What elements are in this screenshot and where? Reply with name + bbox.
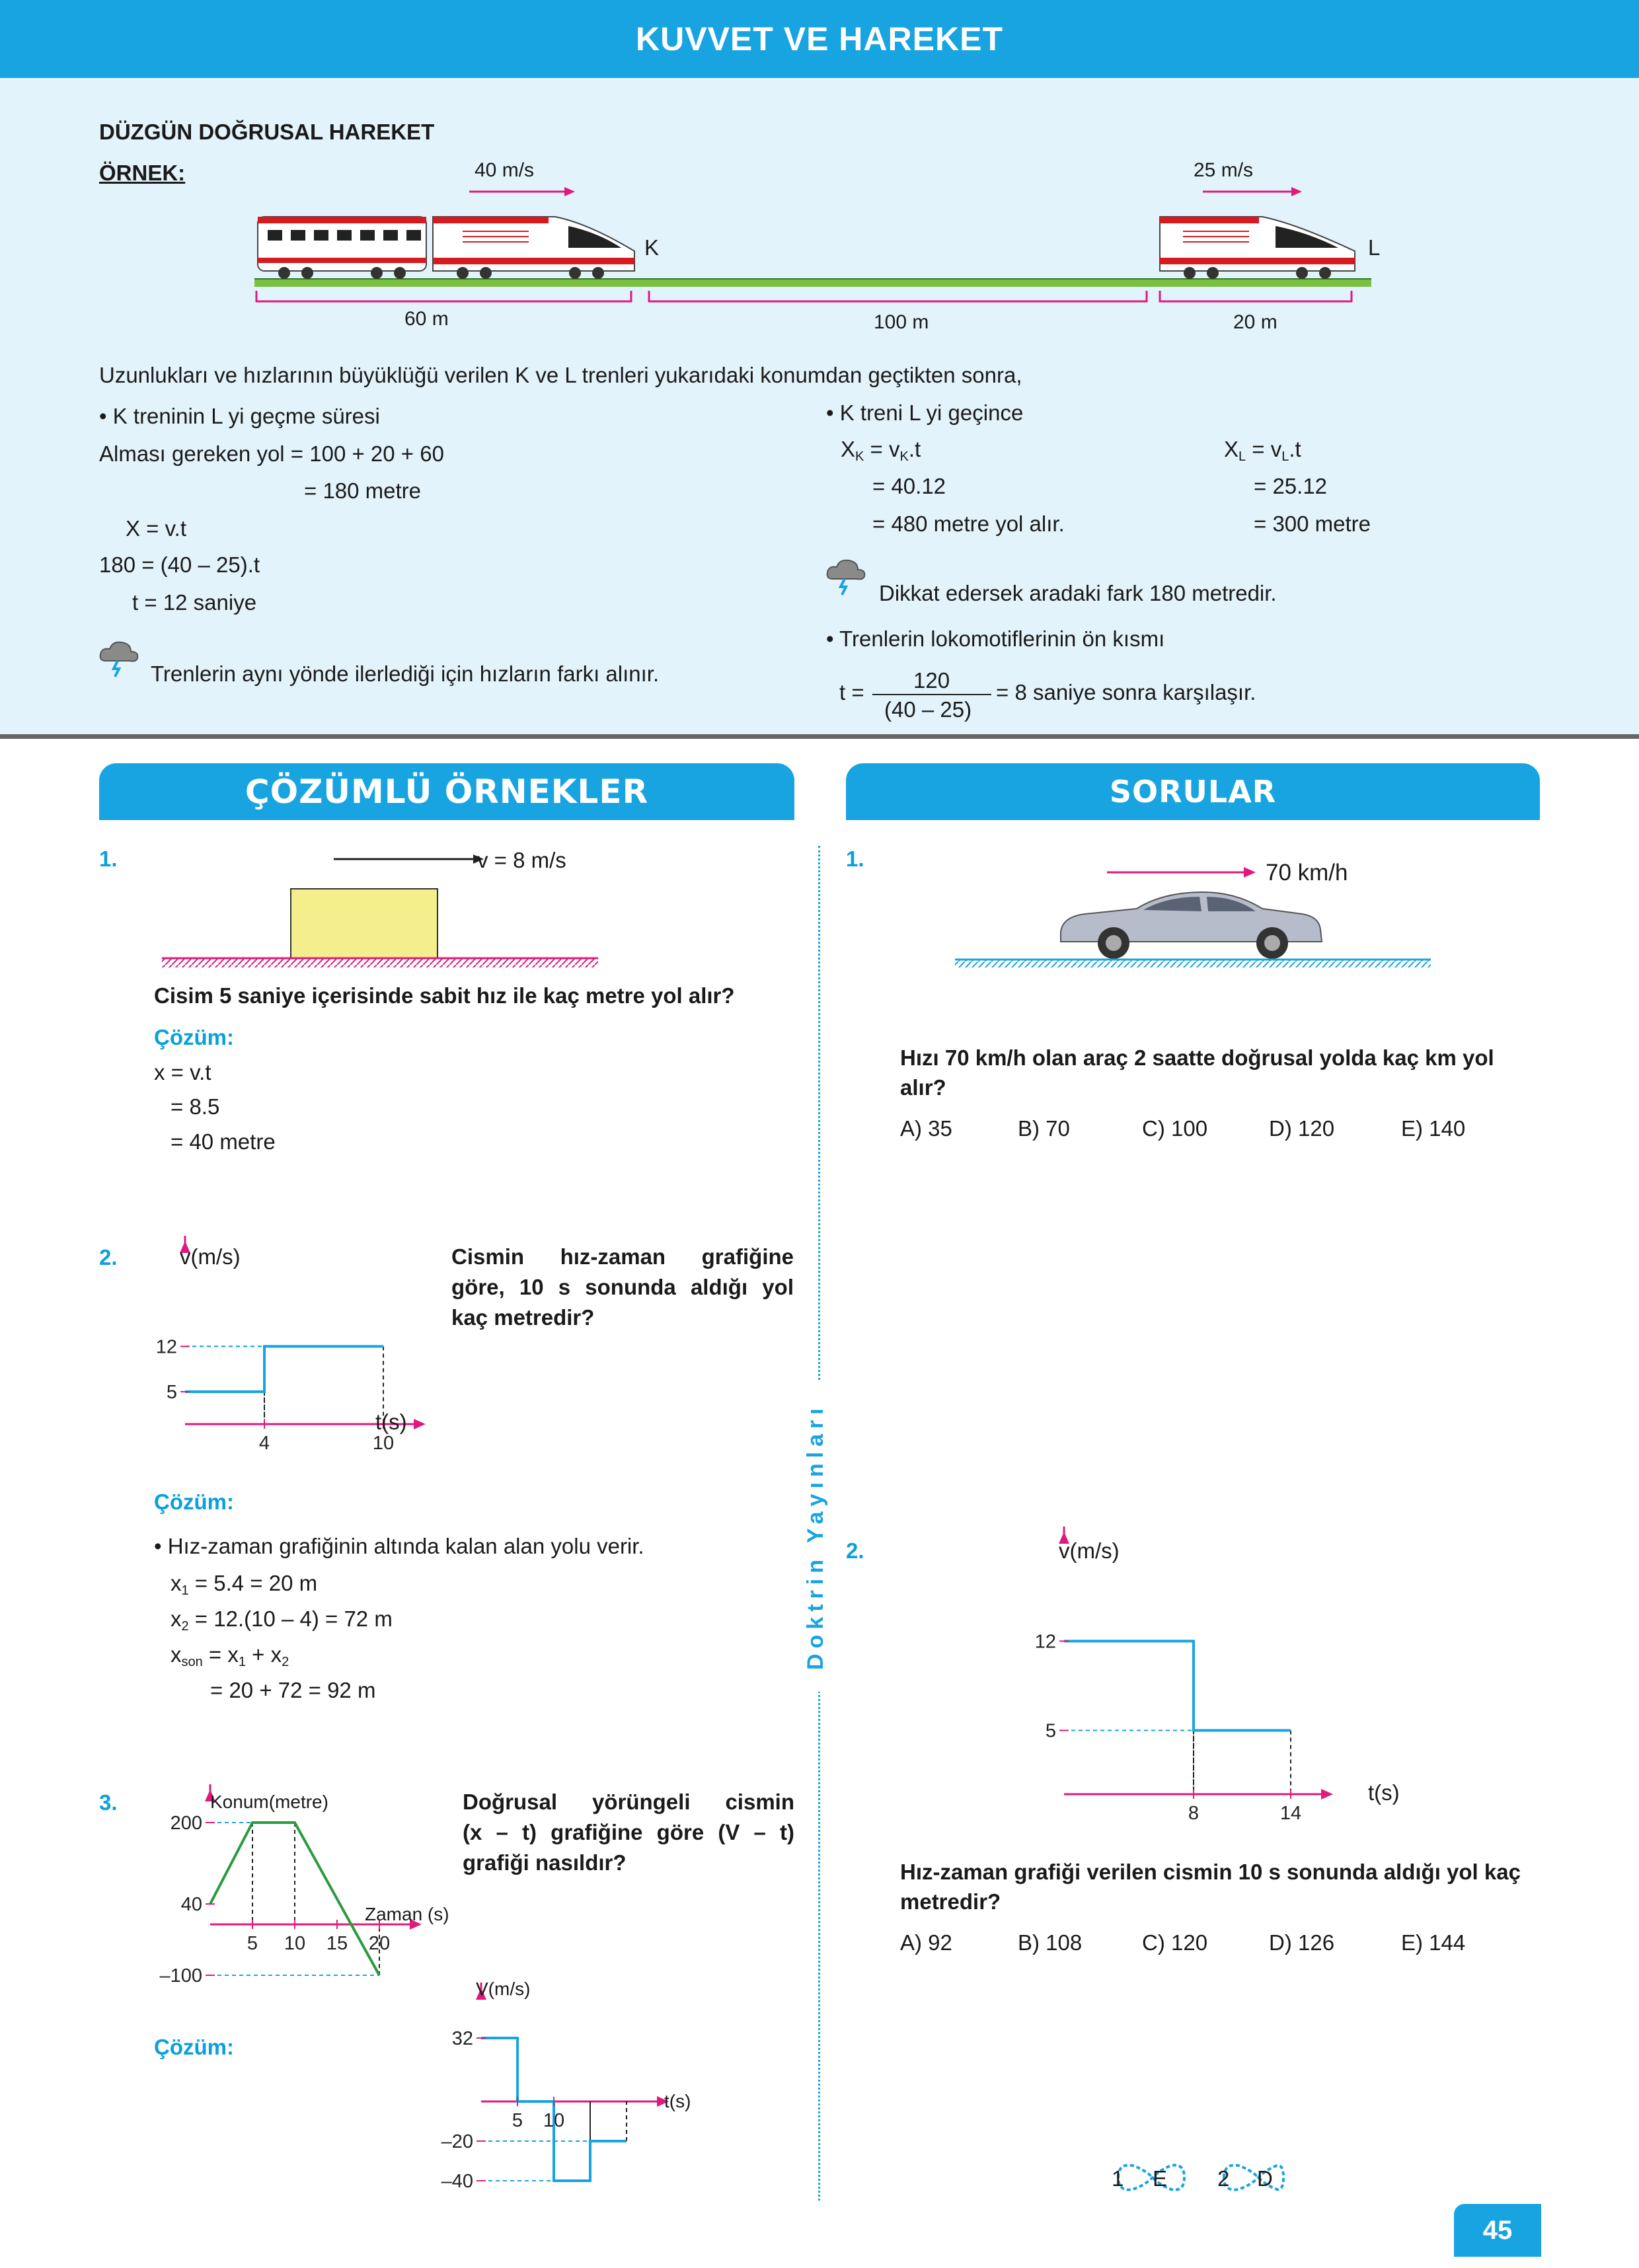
solved-q2-number: 2. [99, 1245, 118, 1269]
y-tick-label: 40 [180, 1894, 202, 1916]
solved-q3-question-2: (x – t) grafiğine göre (V – t) [463, 1820, 794, 1844]
left-line-6: t = 12 saniye [132, 590, 257, 615]
train-l [1160, 217, 1355, 279]
y-tick-label: 5 [1045, 1720, 1056, 1742]
question-2-text: Hız-zaman grafiği verilen cismin 10 s sonunda aldığı yol kaç metredir? [900, 1860, 1521, 1914]
train-k-label: K [644, 235, 660, 260]
y-tick-label: 200 [170, 1813, 202, 1834]
left-line-5: 180 = (40 – 25).t [99, 552, 260, 577]
solved-q2-ylabel: v(m/s) [180, 1244, 241, 1269]
question-1-text: Hızı 70 km/h olan araç 2 saatte doğrusal yolda kaç km yol alır? [900, 1045, 1494, 1100]
y-tick-label: 12 [1034, 1631, 1056, 1653]
left-line-4: X = v.t [126, 516, 187, 541]
left-line-1: • K treninin L yi geçme süresi [99, 404, 380, 428]
questions-heading: SORULAR [846, 763, 1540, 820]
xl-line-3: = 300 metre [1254, 511, 1371, 536]
car-illustration [945, 856, 1447, 1001]
solved-q1-step-1: x = v.t [154, 1060, 211, 1084]
car-speed-label: 70 km/h [1266, 860, 1348, 886]
solved-q3-xt-ylabel: Konum(metre) [210, 1792, 328, 1812]
solved-q2-solution-label: Çözüm: [154, 1490, 234, 1514]
x-tick-label: 10 [284, 1933, 306, 1954]
solved-q1-question: Cisim 5 saniye içerisinde sabit hız ile kaç metre yol alır? [154, 983, 735, 1008]
distance-1-label: 60 m [404, 308, 449, 330]
x-tick-label: 8 [1188, 1803, 1200, 1824]
section-title: DÜZGÜN DOĞRUSAL HAREKET [99, 120, 435, 144]
solved-q2-question-3: kaç metredir? [451, 1305, 595, 1330]
right-line-2: • Trenlerin lokomotiflerinin ön kısmı [826, 626, 1165, 651]
x-tick-label: 5 [512, 2110, 523, 2131]
solved-q3-xt-graph [152, 1784, 469, 2016]
question-2-xlabel: t(s) [1368, 1780, 1400, 1805]
frac-numerator: 120 [913, 668, 950, 693]
solved-q2-xlabel: t(s) [375, 1410, 407, 1434]
question-2-vt-graph [1011, 1527, 1381, 1824]
right-note: Dikkat edersek aradaki fark 180 metredir. [879, 581, 1277, 605]
x-axis-arrow [1321, 1789, 1333, 1799]
publisher-brand: Doktrin Yayınları [803, 1381, 836, 1692]
solved-q2-question-1: Cismin hız-zaman grafiğine [451, 1244, 794, 1269]
left-note: Trenlerin aynı yönde ilerlediği için hızların farkı alınır. [151, 662, 660, 686]
data-series-line [185, 1346, 383, 1392]
y-tick-label: –40 [441, 2171, 473, 2192]
x-axis-arrow [414, 1419, 426, 1429]
solved-q3-question-1: Doğrusal yörüngeli cismin [463, 1790, 794, 1814]
speed-l-label: 25 m/s [1194, 159, 1254, 181]
question-1-option-d[interactable]: D) 120 [1269, 1116, 1335, 1141]
xl-formula: $X_L = v_L.t$ [1224, 437, 1301, 464]
question-2-option-e[interactable]: E) 144 [1401, 1930, 1466, 1955]
solved-q2-step-2: $x_1 = 5.4 = 20$ m [171, 1571, 318, 1598]
velocity-label: v = 8 m/s [477, 848, 566, 872]
question-2-option-c[interactable]: C) 120 [1142, 1930, 1208, 1955]
answer-key-2-number: 2 [1217, 2166, 1230, 2191]
data-series-line [1064, 1641, 1291, 1730]
x-tick-label: 14 [1279, 1803, 1302, 1824]
solved-q3-number: 3. [99, 1790, 118, 1815]
solved-q1-step-2: = 8.5 [171, 1094, 220, 1119]
example-label: ÖRNEK: [99, 161, 186, 185]
solved-q2-step-4: $x_{son} = x_1 + x_2$ [171, 1642, 289, 1669]
train-l-label: L [1368, 235, 1381, 260]
left-line-3: = 180 metre [304, 478, 422, 503]
solved-q2-step-1: • Hız-zaman grafiğinin altında kalan alan yolu verir. [154, 1534, 644, 1558]
solved-q1-number: 1. [99, 847, 118, 871]
y-tick-label: 12 [155, 1336, 177, 1358]
x-tick-label: 10 [543, 2110, 565, 2131]
left-line-2: Alması gereken yol = 100 + 20 + 60 [99, 441, 444, 466]
y-tick-label: 32 [451, 2028, 473, 2049]
question-1-option-e[interactable]: E) 140 [1401, 1116, 1466, 1141]
frac-denominator: (40 – 25) [884, 697, 972, 722]
x-tick-label: 20 [368, 1933, 391, 1954]
answer-key [1098, 2158, 1283, 2197]
solved-q2-step-3: $x_2 = 12.(10 - 4) = 72$ m [171, 1606, 393, 1634]
note-cloud-icon [98, 638, 140, 678]
solved-q3-question-3: grafiği nasıldır? [463, 1850, 627, 1875]
x-tick-label: 5 [247, 1933, 258, 1954]
question-2-option-a[interactable]: A) 92 [900, 1930, 952, 1955]
solved-q2-question-2: göre, 10 s sonunda aldığı yol [451, 1275, 794, 1299]
solved-q3-solution-label: Çözüm: [154, 2035, 234, 2059]
right-line-1: • K treni L yi geçince [826, 400, 1024, 425]
fraction-bar [872, 694, 991, 695]
solved-examples-heading: ÇÖZÜMLÜ ÖRNEKLER [99, 763, 794, 820]
frac-t: t = [839, 680, 864, 704]
distance-2-label: 100 m [874, 311, 929, 333]
intro-statement: Uzunlukları ve hızlarının büyüklüğü verilen K ve L trenleri yukarıdaki konumdan geçtikten sonra, [99, 363, 1022, 387]
answer-key-1-answer: E [1153, 2166, 1168, 2191]
speed-k-label: 40 m/s [475, 159, 535, 181]
distance-3-label: 20 m [1233, 311, 1277, 333]
solved-q1-step-3: = 40 metre [171, 1129, 276, 1154]
page-title: KUVVET VE HAREKET [636, 20, 1003, 57]
solved-q1-solution-label: Çözüm: [154, 1025, 234, 1049]
x-tick-label: 15 [326, 1933, 348, 1954]
y-tick-label: 5 [166, 1382, 177, 1403]
x-tick-label: 10 [372, 1433, 395, 1454]
data-series-line [481, 2038, 627, 2181]
question-1-number: 1. [846, 847, 864, 871]
answer-key-1-number: 1 [1112, 2166, 1124, 2191]
question-1-option-b[interactable]: B) 70 [1018, 1116, 1070, 1141]
question-2-ylabel: v(m/s) [1059, 1538, 1120, 1563]
question-1-option-a[interactable]: A) 35 [900, 1116, 952, 1141]
question-1-option-c[interactable]: C) 100 [1142, 1116, 1208, 1141]
train-k [258, 217, 634, 279]
answer-key-2-answer: D [1257, 2166, 1273, 2191]
solved-q3-vt-xlabel: t(s) [664, 2091, 691, 2111]
solved-q3-vt-ylabel: V(m/s) [476, 1979, 531, 1999]
xk-line-2: = 40.12 [872, 474, 946, 498]
note-cloud-icon [825, 556, 867, 596]
solved-q2-step-5: = 20 + 72 = 92 m [210, 1678, 376, 1702]
solved-q3-xt-xlabel: Zaman (s) [365, 1904, 449, 1924]
question-2-option-b[interactable]: B) 108 [1018, 1930, 1083, 1955]
xk-formula: $X_K = v_K.t$ [841, 437, 921, 464]
page-number: 45 [1454, 2204, 1541, 2257]
xl-line-2: = 25.12 [1254, 474, 1328, 498]
y-tick-label: –100 [159, 1965, 202, 1986]
x-tick-label: 4 [258, 1433, 270, 1454]
frac-result: = 8 saniye sonra karşılaşır. [996, 680, 1256, 704]
question-2-option-d[interactable]: D) 126 [1269, 1930, 1335, 1955]
question-2-number: 2. [846, 1538, 864, 1563]
xk-line-3: = 480 metre yol alır. [872, 511, 1065, 536]
page-header [0, 0, 1639, 78]
y-tick-label: –20 [441, 2131, 473, 2152]
